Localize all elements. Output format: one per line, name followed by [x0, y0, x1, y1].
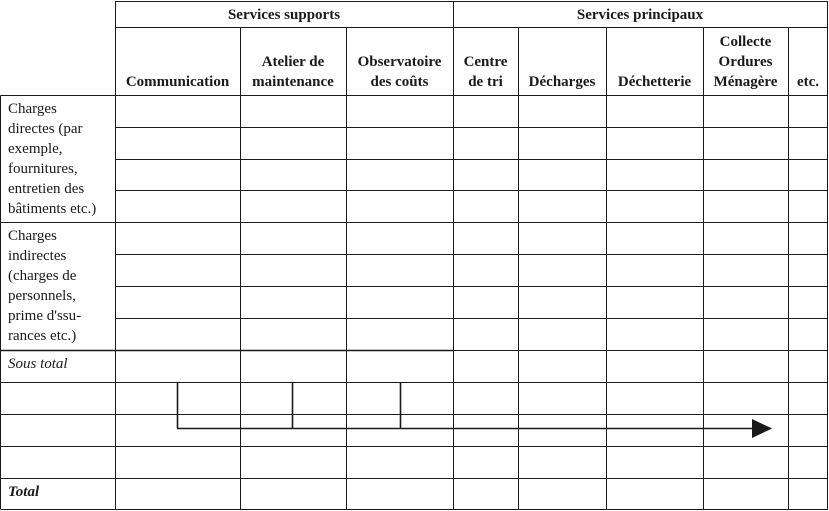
col-header-collecte-om: Collecte: [719, 34, 772, 50]
col-header-collecte-om-line3: Ménagère: [713, 74, 778, 90]
group-header-principaux: Services principaux: [576, 7, 704, 23]
row-label-charges-directes: Charges: [8, 101, 57, 117]
col-header-decharges: Décharges: [528, 74, 596, 90]
row-label-charges-directes-l3: exemple,: [8, 141, 63, 157]
row-label-charges-directes-l6: bâtiments etc.): [8, 201, 97, 217]
row-label-charges-directes-l4: fournitures,: [8, 161, 78, 177]
row-label-charges-directes-l5: entretien des: [8, 181, 85, 197]
col-header-centre-de-tri-line2: de tri: [468, 74, 503, 90]
row-label-charges-directes-l2: directes (par: [8, 121, 83, 137]
col-header-atelier-maintenance: Atelier de: [261, 54, 325, 70]
row-label-charges-indirectes-l4: personnels,: [8, 288, 76, 304]
col-header-observatoire-couts-line2: des coûts: [370, 74, 429, 90]
row-label-sous-total: Sous total: [8, 356, 68, 372]
allocation-arrow-head: [752, 419, 772, 438]
row-label-charges-indirectes-l2: indirectes: [8, 248, 67, 264]
col-header-etc: etc.: [796, 74, 820, 90]
col-header-collecte-om-line2: Ordures: [718, 54, 773, 70]
col-header-dechetterie: Déchetterie: [617, 74, 692, 90]
row-label-charges-indirectes-l5: prime d'ssu-: [8, 308, 82, 324]
row-label-charges-indirectes-l3: (charges de: [8, 268, 77, 284]
row-label-charges-indirectes: Charges: [8, 228, 57, 244]
group-header-supports: Services supports: [227, 7, 341, 23]
row-label-total: Total: [8, 484, 40, 500]
row-label-charges-indirectes-l6: rances etc.): [8, 328, 77, 344]
col-header-atelier-maintenance-line2: maintenance: [252, 74, 334, 90]
col-header-observatoire-couts: Observatoire: [357, 54, 442, 70]
col-header-centre-de-tri: Centre: [463, 54, 508, 70]
col-header-communication: Communication: [125, 74, 230, 90]
